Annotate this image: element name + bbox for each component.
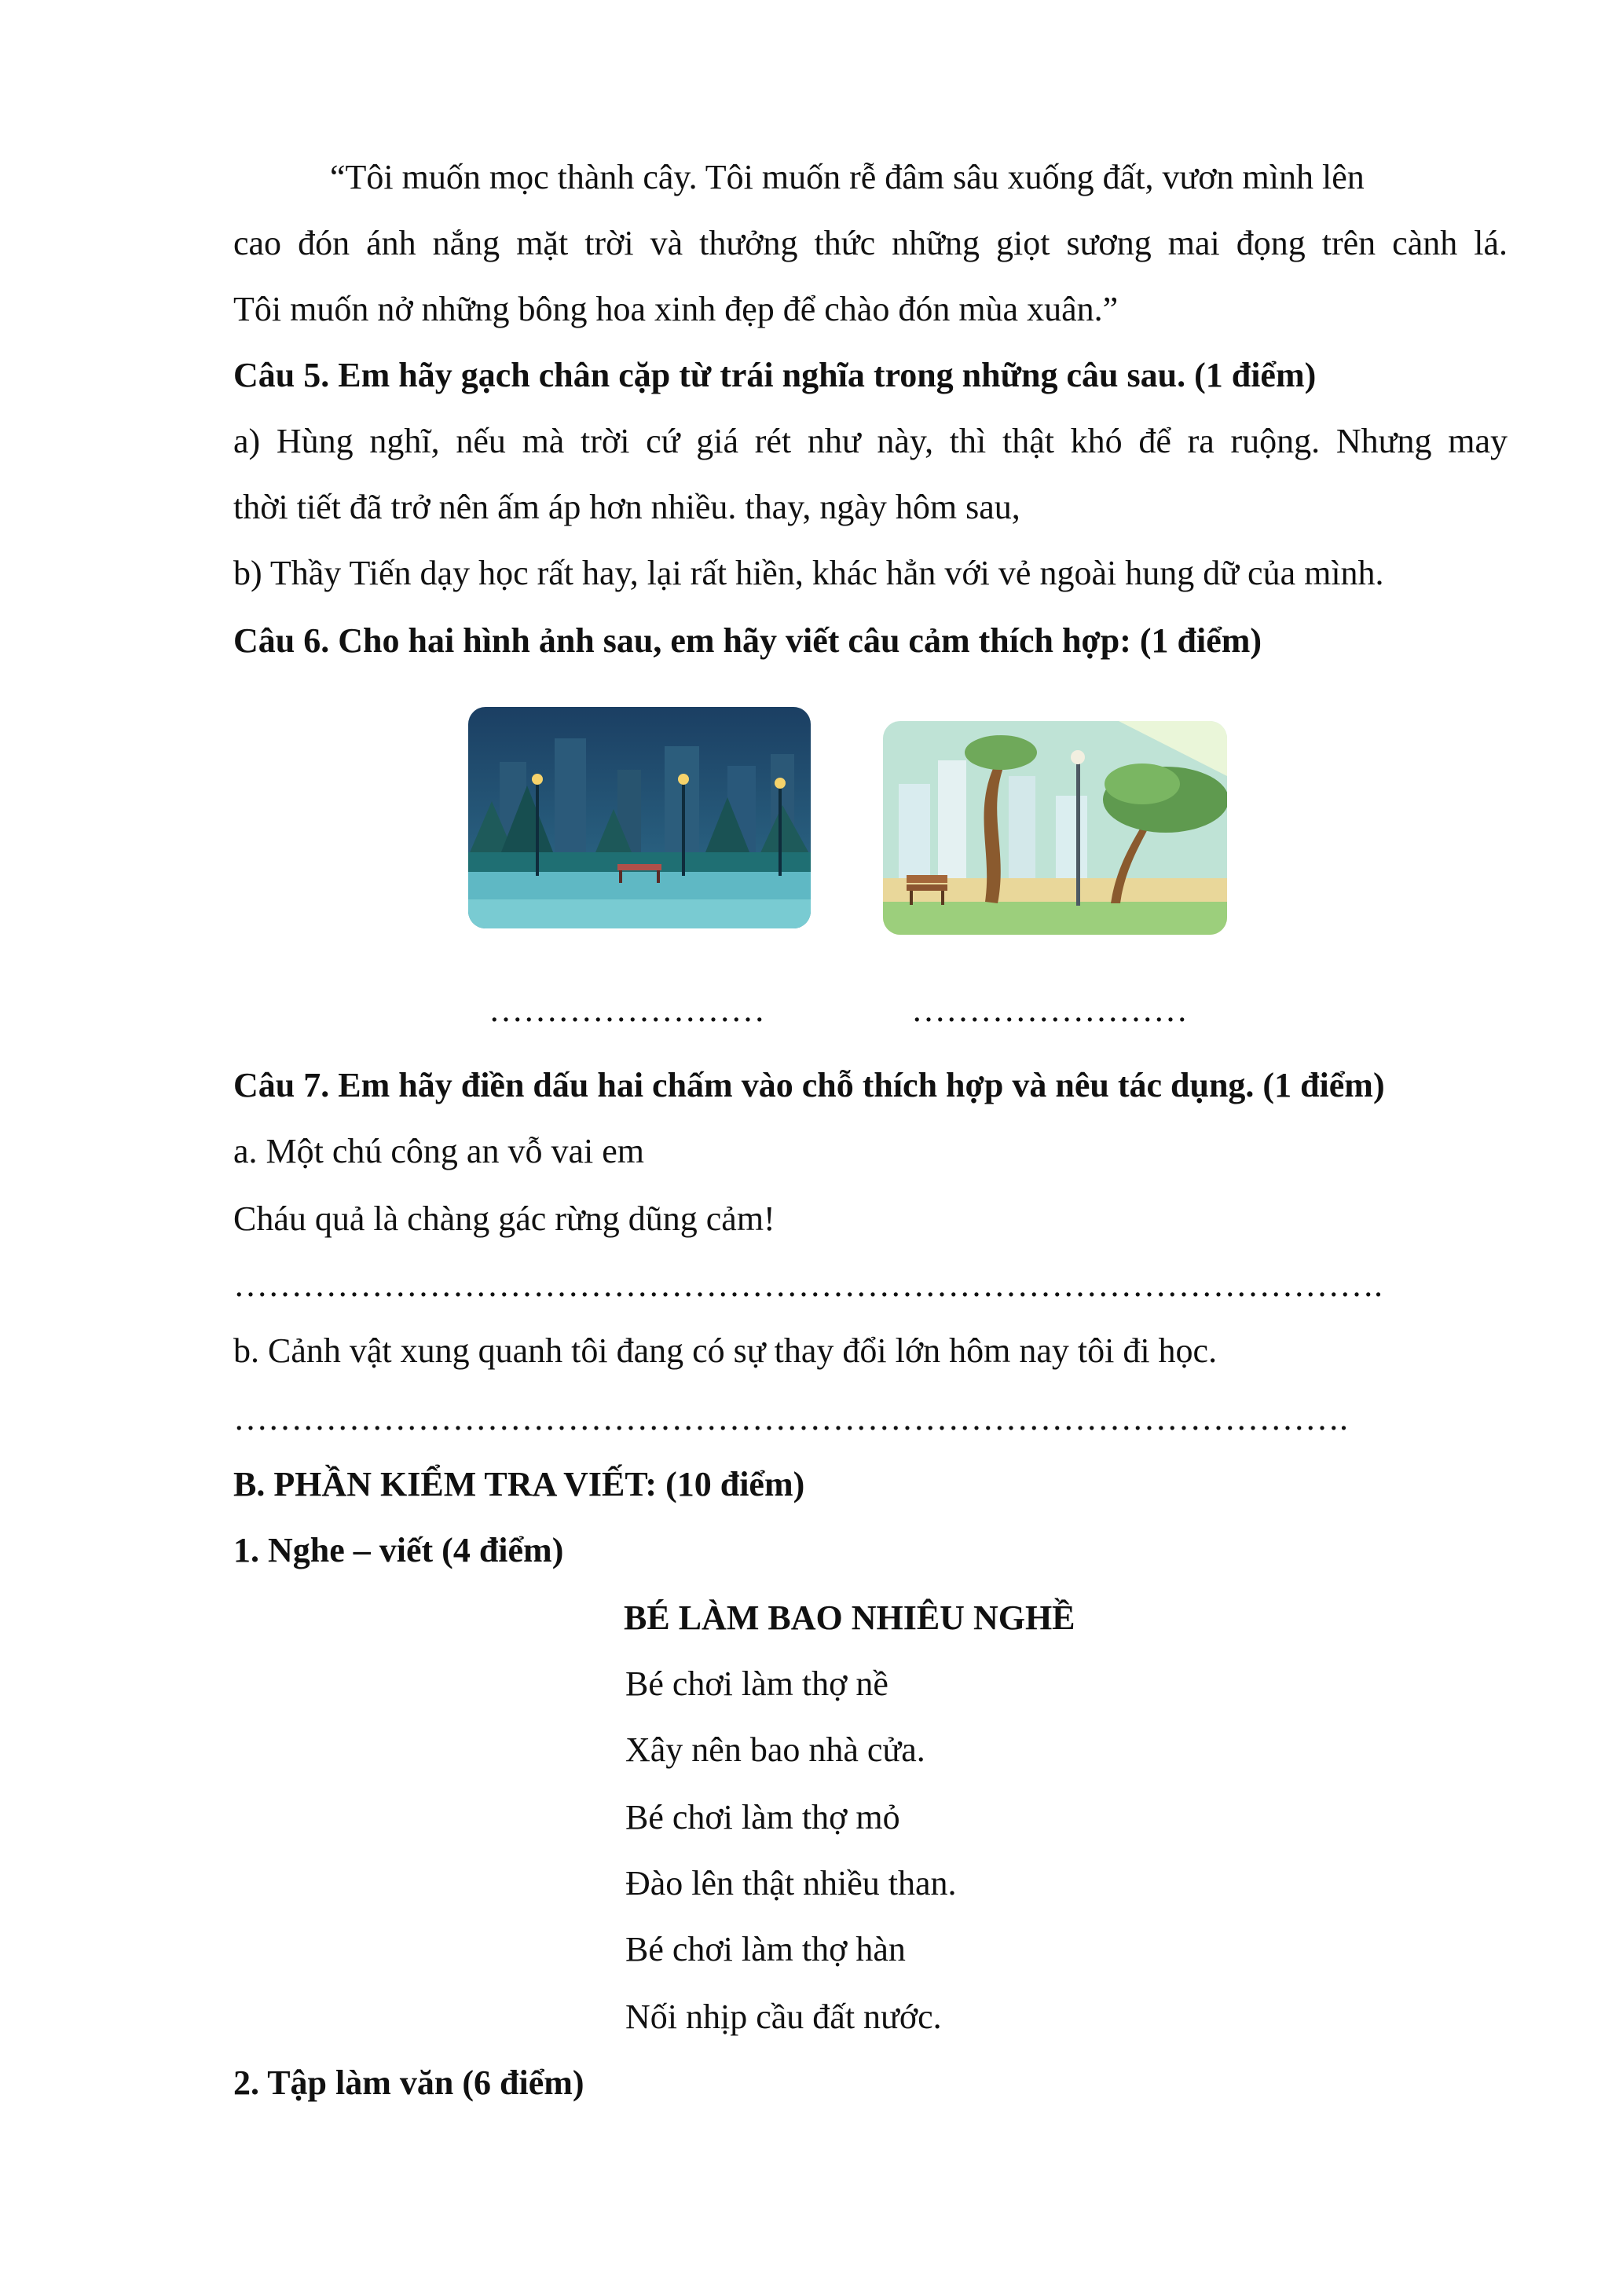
question-7-b: b. Cảnh vật xung quanh tôi đang có sự thay đổi lớn hôm nay tôi đi học. bbox=[233, 1331, 1218, 1370]
poem-line: Bé chơi làm thợ mỏ bbox=[625, 1798, 900, 1836]
poem-line: Xây nên bao nhà cửa. bbox=[625, 1730, 925, 1769]
question-5-title: Câu 5. Em hãy gạch chân cặp từ trái nghĩa trong những câu sau. (1 điểm) bbox=[233, 356, 1317, 394]
passage-line-2: cao đón ánh nắng mặt trời và thưởng thức những giọt sương mai đọng trên cành lá. bbox=[233, 224, 1508, 262]
sunny-park-image bbox=[883, 721, 1227, 935]
passage-line-3: Tôi muốn nở những bông hoa xinh đẹp để chào đón mùa xuân.” bbox=[233, 290, 1119, 328]
poem-line: Bé chơi làm thợ nề bbox=[625, 1664, 888, 1703]
poem-title: BÉ LÀM BAO NHIÊU NGHỀ bbox=[624, 1598, 1075, 1637]
part-b-title: B. PHẦN KIỂM TRA VIẾT: (10 điểm) bbox=[233, 1465, 805, 1503]
question-5-a-line-1: a) Hùng nghĩ, nếu mà trời cứ giá rét như này, thì thật khó để ra ruộng. Nhưng may bbox=[233, 422, 1508, 460]
question-5-a-line-2: thời tiết đã trở nên ấm áp hơn nhiều. thay, ngày hôm sau, bbox=[233, 488, 1020, 526]
poem-line: Đào lên thật nhiều than. bbox=[625, 1864, 957, 1902]
answer-blank-right[interactable]: …………………… bbox=[911, 991, 1188, 1029]
poem-line: Nối nhịp cầu đất nước. bbox=[625, 1998, 942, 2036]
question-5-b: b) Thầy Tiến dạy học rất hay, lại rất hiền, khác hẳn với vẻ ngoài hung dữ của mình. bbox=[233, 554, 1384, 592]
section-1-title: 1. Nghe – viết (4 điểm) bbox=[233, 1531, 564, 1569]
section-2-title: 2. Tập làm văn (6 điểm) bbox=[233, 2063, 584, 2102]
answer-blank-left[interactable]: …………………… bbox=[489, 991, 765, 1029]
passage-line-1: “Tôi muốn mọc thành cây. Tôi muốn rễ đâm sâu xuống đất, vươn mình lên bbox=[330, 158, 1365, 196]
question-7-a-line-1: a. Một chú công an vỗ vai em bbox=[233, 1132, 644, 1170]
question-7-a-line-2: Cháu quả là chàng gác rừng dũng cảm! bbox=[233, 1199, 775, 1238]
question-6-title: Câu 6. Cho hai hình ảnh sau, em hãy viết câu cảm thích hợp: (1 điểm) bbox=[233, 621, 1262, 660]
poem-line: Bé chơi làm thợ hàn bbox=[625, 1930, 906, 1968]
answer-dots-2[interactable]: ……………………………………………………………………………………. bbox=[233, 1399, 1348, 1437]
question-7-title: Câu 7. Em hãy điền dấu hai chấm vào chỗ thích hợp và nêu tác dụng. (1 điểm) bbox=[233, 1066, 1385, 1104]
answer-dots-1[interactable]: ………………………………………………………………………………………. bbox=[233, 1265, 1383, 1304]
night-park-image bbox=[468, 707, 811, 928]
